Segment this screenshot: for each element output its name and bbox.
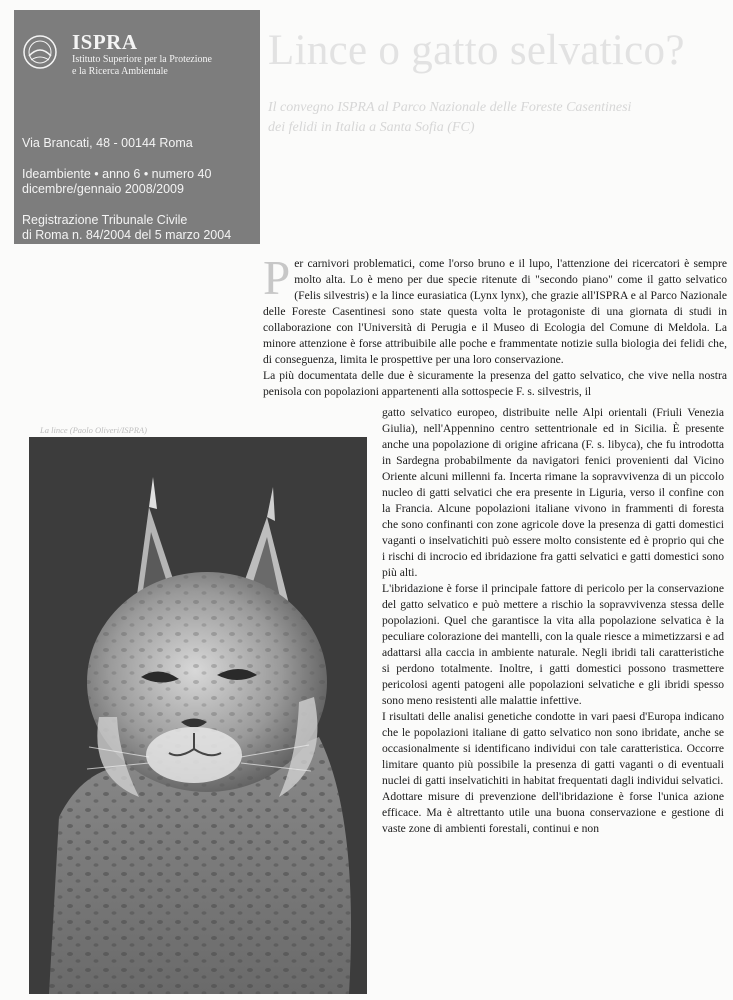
drop-cap: P bbox=[263, 250, 291, 305]
registration-line: di Roma n. 84/2004 del 5 marzo 2004 bbox=[22, 228, 232, 242]
paragraph-text: er carnivori problematici, come l'orso bruno e il lupo, l'attenzione dei ricercatori è sempre molto alta. Lo è meno per due specie ritenute di "secondo piano" come il gatto selvatico (Felis silvestris) e la lince eurasiatica (Lynx lynx), che grazie all'ISPRA e al Parco Nazionale delle Foreste Casentinesi sono state questa volta le protagoniste di una giornata di studi in collaborazione con l'Università di Perugia e il Museo di Ecologia del Comune di Meldola. La minore attenzione è forse attribuibile alle poche e frammentate notizie sulla biologia dei felidi che, di conseguenza, limita le prospettive per una loro conservazione. bbox=[263, 257, 727, 366]
paragraph: Adottare misure di prevenzione dell'ibridazione è forse l'unica azione efficace. Ma è altrettanto utile una buona conservazione e gestione di vaste zone di ambienti forestali, continui e non bbox=[382, 790, 724, 835]
paragraph: L'ibridazione è forse il principale fattore di pericolo per la conservazione del gatto selvatico e può mettere a rischio la sopravvivenza stessa delle popolazioni. Quel che garantisce la vita alla popolazione selvatica è la peculiare colorazione dei mantelli, con la quale riesce a mimetizzarsi e ad adattarsi alla caccia in ambiente naturale. Negli ibridi tali caratteristiche si perdono totalmente. Inoltre, i gatti domestici possono trasmettere pericolosi agenti patogeni alle popolazioni selvatiche e gli ibridi spesso sono meno resistenti alle malattie infettive. bbox=[382, 582, 724, 707]
publication-info bbox=[22, 167, 211, 197]
photo-caption: La lince (Paolo Oliveri/ISPRA) bbox=[40, 425, 147, 435]
ispra-logo bbox=[22, 34, 58, 70]
paragraph bbox=[263, 250, 727, 368]
paragraph: La più documentata delle due è sicuramente la presenza del gatto selvatico, che vive nella nostra penisola con popolazioni appartenenti alla sottospecie F. s. silvestris, il bbox=[263, 369, 727, 398]
masthead-box bbox=[14, 10, 260, 244]
org-name: ISPRA bbox=[72, 30, 138, 54]
paragraph: I risultati delle analisi genetiche condotte in vari paesi d'Europa indicano che le popolazioni italiane di gatto selvatico non sono ibridate, anche se occasionalmente si identificano individui con tale caratteristica. Occorre limitare quanto più possibile la presenza di gatti vaganti o di eventuali nuclei di gatti inselvatichiti in habitat frequentati dagli individui selvatici. bbox=[382, 710, 724, 787]
org-subtitle bbox=[72, 54, 212, 78]
org-subtitle-line: Istituto Superiore per la Protezione bbox=[72, 54, 212, 65]
registration-info bbox=[22, 213, 231, 243]
org-subtitle-line: e la Ricerca Ambientale bbox=[72, 66, 168, 77]
registration-line: Registrazione Tribunale Civile bbox=[22, 213, 188, 227]
article-subtitle-line: dei felidi in Italia a Santa Sofia (FC) bbox=[268, 120, 475, 135]
paragraph: gatto selvatico europeo, distribuite nelle Alpi orientali (Friuli Venezia Giulia), nell'Appennino centro settentrionale ed in Sicilia. È presente anche una popolazione di origine africana (F. s. libyca), che fu introdotta in Sardegna probabilmente da navigatori fenici provenienti dal Vicino Oriente alcuni millenni fa. Incerta rimane la sopravvivenza di un piccolo nucleo di gatti selvatici che era presente in Liguria, verso il confine con la Francia. Alcune popolazioni italiane vivono in frammenti di foresta che sono confinanti con zone agricole dove la presenza di gatti domestici vaganti o inselvatichiti può essere molto consistente ed è proprio qui che i rischi di incrocio ed ibridazione fra gatti selvatici e gatti domestici sono più alti. bbox=[382, 406, 724, 579]
article-title: Lince o gatto selvatico? bbox=[268, 27, 685, 74]
publication-date: dicembre/gennaio 2008/2009 bbox=[22, 182, 184, 196]
article-subtitle-line: Il convegno ISPRA al Parco Nazionale delle Foreste Casentinesi bbox=[268, 100, 632, 115]
address: Via Brancati, 48 - 00144 Roma bbox=[22, 136, 193, 150]
lynx-illustration bbox=[29, 437, 367, 994]
article-body-right bbox=[382, 405, 724, 837]
article-body-top bbox=[263, 250, 727, 400]
lynx-photo bbox=[29, 437, 367, 994]
publication-issue: Ideambiente • anno 6 • numero 40 bbox=[22, 167, 212, 181]
article-subtitle bbox=[268, 98, 631, 138]
